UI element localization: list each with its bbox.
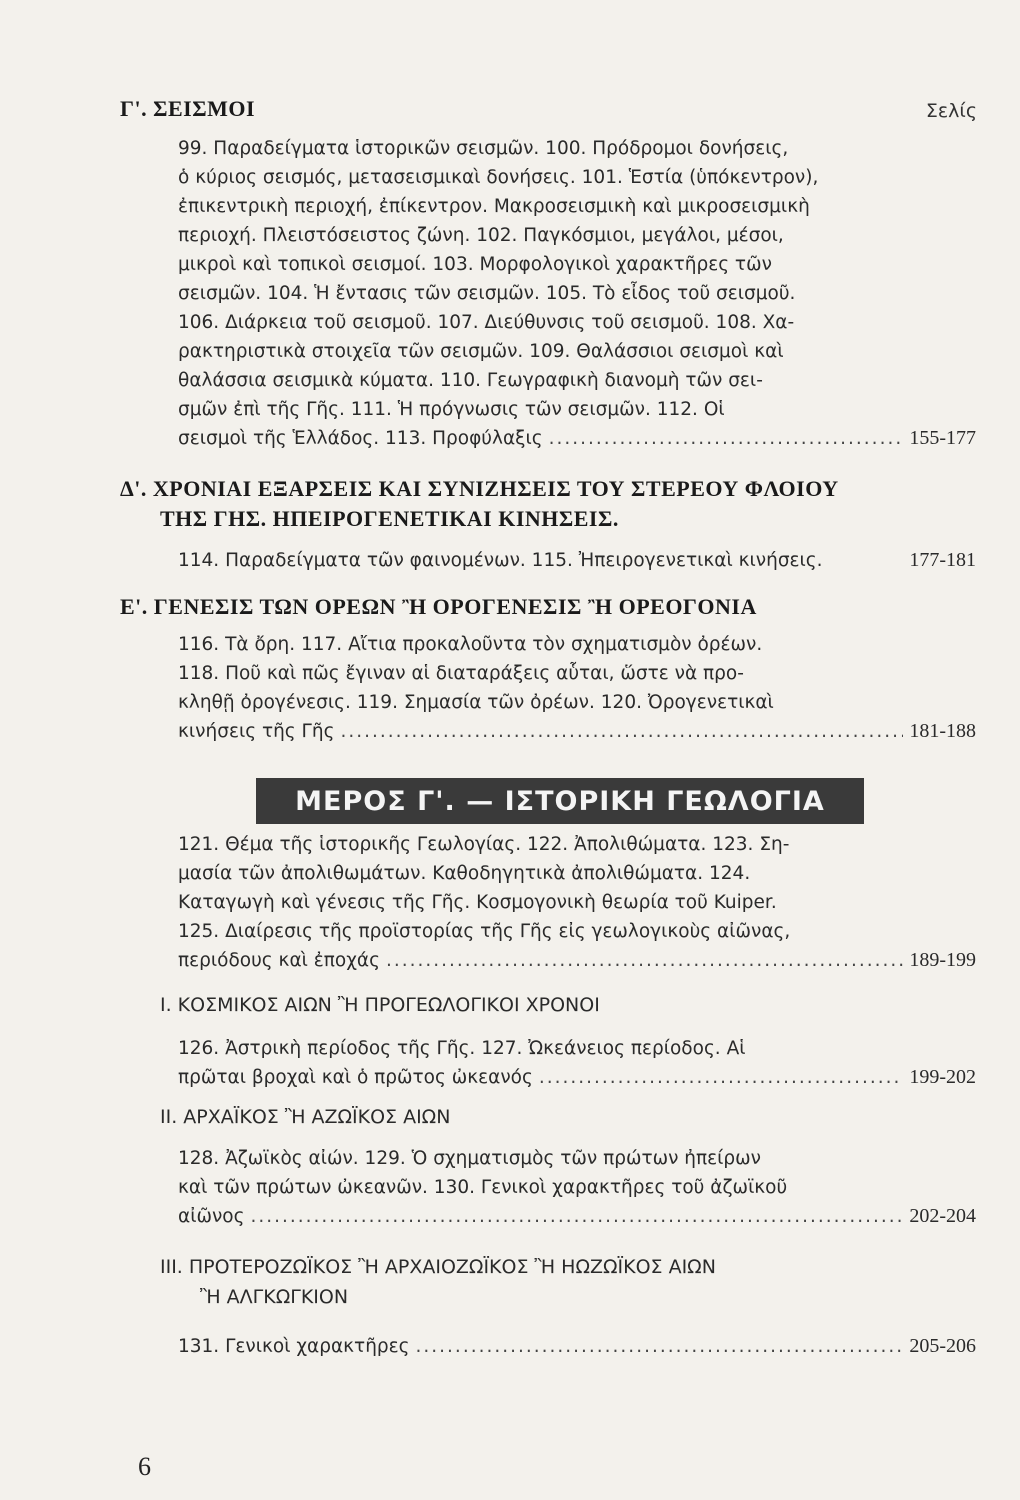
entry-leader-line <box>178 1063 976 1092</box>
entry-leader-line <box>178 424 976 453</box>
entry-text: 131. Γενικοὶ χαρακτῆρες <box>178 1336 410 1357</box>
page-range: 205-206 <box>909 1335 976 1357</box>
page-range: 177-181 <box>909 549 976 571</box>
page-range: 202-204 <box>909 1205 976 1227</box>
part-banner: ΜΕΡΟΣ Γ'. — ΙΣΤΟΡΙΚΗ ΓΕΩΛΟΓΙΑ <box>256 778 864 824</box>
era-2-heading: II. ΑΡΧΑΪΚΟΣ Ἢ ΑΖΩΪΚΟΣ ΑΙΩΝ <box>160 1106 451 1128</box>
entry-line: 116. Τὰ ὄρη. 117. Αἴτια προκαλοῦντα τὸν σχηματισμὸν ὀρέων. <box>178 634 763 655</box>
section-e-entries <box>178 630 976 746</box>
era-1-heading: I. ΚΟΣΜΙΚΟΣ ΑΙΩΝ Ἢ ΠΡΟΓΕΩΛΟΓΙΚΟΙ ΧΡΟΝΟΙ <box>160 994 600 1016</box>
entry-leader-line <box>178 717 976 746</box>
era-3-heading: III. ΠΡΟΤΕΡΟΖΩΪΚΟΣ Ἢ ΑΡΧΑΙΟΖΩΪΚΟΣ Ἢ ΗΩΖΩΪΚΟΣ ΑΙΩΝ <box>160 1256 716 1278</box>
section-d-heading-cont: ΤΗΣ ΓΗΣ. ΗΠΕΙΡΟΓΕΝΕΤΙΚΑΙ ΚΙΝΗΣΕΙΣ. <box>160 506 619 531</box>
era-2-entries <box>178 1144 976 1231</box>
entry-line: 118. Ποῦ καὶ πῶς ἔγιναν αἱ διαταράξεις αὗται, ὥστε νὰ προ- <box>178 663 744 684</box>
entry-text: σεισμοὶ τῆς Ἑλλάδος. 113. Προφύλαξις <box>178 428 543 449</box>
dot-leader <box>250 1202 903 1231</box>
entry-text: 114. Παραδείγματα τῶν φαινομένων. 115. Ἠπειρογενετικαὶ κινήσεις. <box>178 550 823 571</box>
entry-text: περιόδους καὶ ἐποχάς <box>178 950 380 971</box>
entry-leader-line <box>178 1202 976 1231</box>
page-number: 6 <box>138 1452 151 1481</box>
entry-line: θαλάσσια σεισμικὰ κύματα. 110. Γεωγραφικὴ διανομὴ τῶν σει- <box>178 370 763 391</box>
entry-line: 128. Ἀζωϊκὸς αἰών. 129. Ὁ σχηματισμὸς τῶν πρώτων ἠπείρων <box>178 1148 761 1169</box>
dot-leader <box>416 1332 904 1361</box>
entry-text: αἰῶνος <box>178 1206 245 1227</box>
entry-line: 121. Θέμα τῆς ἱστορικῆς Γεωλογίας. 122. Ἀπολιθώματα. 123. Ση- <box>178 834 790 855</box>
page-range: 155-177 <box>909 427 976 449</box>
dot-leader <box>539 1063 903 1092</box>
dot-leader <box>340 717 903 746</box>
entry-line: 126. Ἀστρικὴ περίοδος τῆς Γῆς. 127. Ὠκεάνειος περίοδος. Αἱ <box>178 1038 746 1059</box>
page-range: 199-202 <box>909 1066 976 1088</box>
page-range: 181-188 <box>909 720 976 742</box>
entry-line: περιοχή. Πλειστόσειστος ζώνη. 102. Παγκόσμιοι, μεγάλοι, μέσοι, <box>178 225 784 246</box>
entry-line: καὶ τῶν πρώτων ὠκεανῶν. 130. Γενικοὶ χαρακτῆρες τοῦ ἀζωϊκοῦ <box>178 1177 788 1198</box>
entry-text: πρῶται βροχαὶ καὶ ὁ πρῶτος ὠκεανός <box>178 1067 533 1088</box>
dot-leader <box>386 946 903 975</box>
entry-line: μικροὶ καὶ τοπικοὶ σεισμοί. 103. Μορφολογικοὶ χαρακτῆρες τῶν <box>178 254 772 275</box>
entry-leader-line <box>178 1332 976 1361</box>
dot-leader <box>549 424 904 453</box>
section-g-heading: Γ'. ΣΕΙΣΜΟΙ <box>120 96 256 121</box>
entry-line: ἐπικεντρικὴ περιοχή, ἐπίκεντρον. Μακροσεισμικὴ καὶ μικροσεισμικὴ <box>178 196 810 217</box>
entry-line: σεισμῶν. 104. Ἡ ἔντασις τῶν σεισμῶν. 105. Τὸ εἶδος τοῦ σεισμοῦ. <box>178 283 796 304</box>
entry-leader-line <box>178 946 976 975</box>
entry-line: Καταγωγὴ καὶ γένεσις τῆς Γῆς. Κοσμογονικὴ θεωρία τοῦ Kuiper. <box>178 892 777 913</box>
entry-line: 99. Παραδείγματα ἱστορικῶν σεισμῶν. 100. Πρόδρομοι δονήσεις, <box>178 138 789 159</box>
entry-leader-line <box>178 546 976 575</box>
era-3-entries <box>178 1332 976 1361</box>
era-3-heading-cont: Ἢ ΑΛΓΚΩΓΚΙΟΝ <box>200 1286 349 1308</box>
era-1-entries <box>178 1034 976 1092</box>
entry-line: μασία τῶν ἀπολιθωμάτων. Καθοδηγητικὰ ἀπολιθώματα. 124. <box>178 863 751 884</box>
entry-line: κληθῇ ὀρογένεσις. 119. Σημασία τῶν ὀρέων. 120. Ὀρογενετικαὶ <box>178 692 774 713</box>
entry-line: 125. Διαίρεσις τῆς προϊστορίας τῆς Γῆς εἰς γεωλογικοὺς αἰῶνας, <box>178 921 791 942</box>
page-column-label: Σελίς <box>925 100 977 122</box>
entry-line: ὁ κύριος σεισμός, μετασεισμικαὶ δονήσεις. 101. Ἑστία (ὑπόκεντρον), <box>178 167 819 188</box>
entry-text: κινήσεις τῆς Γῆς <box>178 721 335 742</box>
page-range: 189-199 <box>909 949 976 971</box>
entry-line: ρακτηριστικὰ στοιχεῖα τῶν σεισμῶν. 109. Θαλάσσιοι σεισμοὶ καὶ <box>178 341 784 362</box>
section-d-entries <box>178 546 976 575</box>
section-g-entries <box>178 134 976 453</box>
entry-line: 106. Διάρκεια τοῦ σεισμοῦ. 107. Διεύθυνσις τοῦ σεισμοῦ. 108. Χα- <box>178 312 795 333</box>
section-e-heading: Ε'. ΓΕΝΕΣΙΣ ΤΩΝ ΟΡΕΩΝ Ἢ ΟΡΟΓΕΝΕΣΙΣ Ἢ ΟΡΕΟΓΟΝΙΑ <box>120 594 757 619</box>
entry-line: σμῶν ἐπὶ τῆς Γῆς. 111. Ἡ πρόγνωσις τῶν σεισμῶν. 112. Οἱ <box>178 399 725 420</box>
part-intro-entries <box>178 830 976 975</box>
section-d-heading: Δ'. ΧΡΟΝΙΑΙ ΕΞΑΡΣΕΙΣ ΚΑΙ ΣΥΝΙΖΗΣΕΙΣ ΤΟΥ ΣΤΕΡΕΟΥ ΦΛΟΙΟΥ <box>120 476 839 501</box>
